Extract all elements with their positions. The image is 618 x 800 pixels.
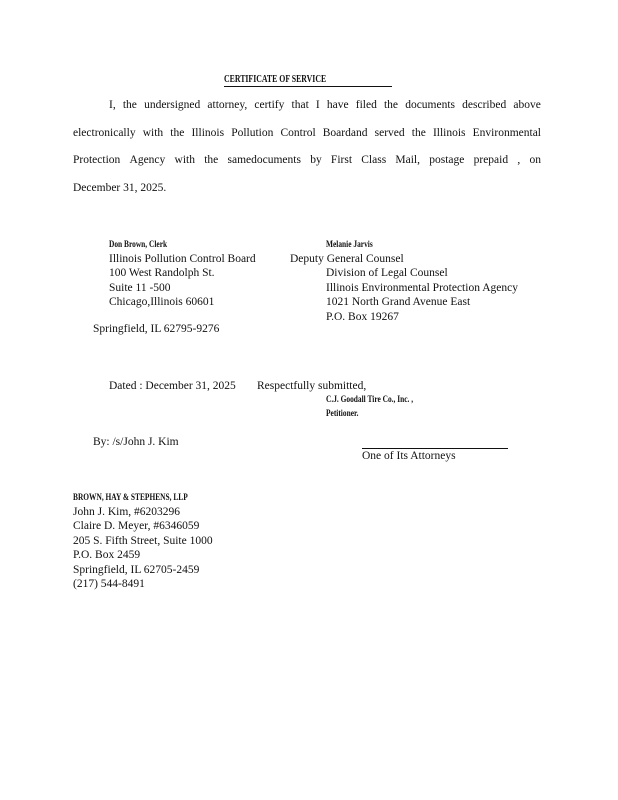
document-title: CERTIFICATE OF SERVICE — [224, 74, 327, 85]
firm-line: (217) 544-8491 — [73, 578, 145, 591]
signature-caption: One of Its Attorneys — [362, 450, 456, 462]
paragraph-word: the — [204, 154, 219, 166]
paragraph-word: samedocuments — [227, 154, 301, 166]
signature-rule — [362, 448, 508, 449]
paragraph-word: the — [170, 126, 185, 139]
left-address-line: Illinois Pollution Control Board — [109, 253, 256, 265]
right-address-line: Division of Legal Counsel — [326, 267, 448, 280]
left-recipient-name: Don Brown, Clerk — [109, 240, 168, 250]
paragraph-word: with — [174, 154, 195, 166]
paragraph-word: the — [122, 99, 137, 111]
paragraph-word: Illinois — [191, 126, 225, 139]
petitioner-label: Petitioner. — [326, 409, 359, 419]
paragraph-word: that — [291, 99, 309, 111]
paragraph-line-2 — [73, 120, 541, 148]
firm-line: Claire D. Meyer, #6346059 — [73, 520, 200, 533]
paragraph-word: Mail, — [395, 154, 421, 166]
paragraph-word: prepaid — [473, 154, 509, 166]
paragraph-word: attorney, — [207, 99, 248, 111]
respectfully-submitted: Respectfully submitted, — [257, 380, 367, 392]
paragraph-word: postage — [429, 154, 465, 166]
paragraph-word: above — [513, 99, 541, 111]
firm-line: 205 S. Fifth Street, Suite 1000 — [73, 534, 213, 547]
right-address-line: 1021 North Grand Avenue East — [326, 296, 471, 309]
firm-contact-block — [73, 505, 213, 591]
paragraph-word: Agency — [129, 154, 166, 166]
paragraph-line-4: December 31, 2025. — [73, 181, 167, 194]
city-line: Springfield, IL 62795-9276 — [93, 323, 220, 335]
paragraph-word: Boardand — [322, 126, 368, 139]
left-address-line: Chicago,Illinois 60601 — [109, 296, 215, 309]
paragraph-word: the — [383, 99, 399, 111]
paragraph-word: Class — [361, 154, 387, 166]
paragraph-word: described — [462, 99, 507, 111]
paragraph-line-1 — [73, 92, 541, 120]
firm-line: P.O. Box 2459 — [73, 549, 141, 562]
paragraph-word: documents — [405, 99, 456, 111]
paragraph-word: served — [374, 126, 405, 139]
paragraph-word: I, — [109, 99, 116, 111]
paragraph-word: undersigned — [144, 99, 201, 111]
certification-paragraph — [73, 92, 541, 202]
paragraph-word: the — [411, 126, 426, 139]
right-address-line: P.O. Box 19267 — [326, 310, 399, 323]
firm-name: BROWN, HAY & STEPHENS, LLP — [73, 493, 188, 503]
firm-line: John J. Kim, #6203296 — [73, 506, 181, 518]
petitioner-name: C.J. Goodall Tire Co., Inc. , — [326, 395, 414, 405]
title-underline — [224, 86, 392, 87]
paragraph-word: on — [529, 154, 541, 166]
paragraph-word: have — [326, 99, 349, 111]
paragraph-word: Pollution — [231, 126, 274, 139]
paragraph-word: Illinois — [432, 126, 466, 139]
paragraph-word: electronically — [73, 126, 136, 139]
left-address-line: Suite 11 -500 — [109, 281, 171, 294]
firm-line: Springfield, IL 62705-2459 — [73, 563, 200, 576]
paragraph-word: Environmental — [472, 126, 541, 139]
paragraph-word: Protection — [73, 154, 121, 166]
paragraph-word: filed — [355, 99, 377, 111]
left-address-line: 100 West Randolph St. — [109, 267, 215, 280]
by-signature-line: By: /s/John J. Kim — [93, 436, 179, 448]
paragraph-word: with — [142, 126, 164, 139]
right-recipient-name: Melanie Jarvis — [326, 240, 373, 250]
paragraph-word: certify — [254, 99, 285, 111]
paragraph-word: I — [315, 99, 320, 111]
paragraph-line-3 — [73, 147, 541, 175]
paragraph-word: , — [517, 154, 521, 166]
paragraph-word: by — [310, 154, 322, 166]
dated-line: Dated : December 31, 2025 — [109, 380, 236, 392]
right-address-line: Illinois Environmental Protection Agency — [326, 281, 518, 294]
paragraph-word: Control — [280, 126, 316, 139]
right-recipient-address — [326, 266, 518, 324]
left-recipient-address — [109, 252, 256, 310]
paragraph-word: First — [330, 154, 353, 166]
right-recipient-title: Deputy General Counsel — [290, 253, 404, 265]
